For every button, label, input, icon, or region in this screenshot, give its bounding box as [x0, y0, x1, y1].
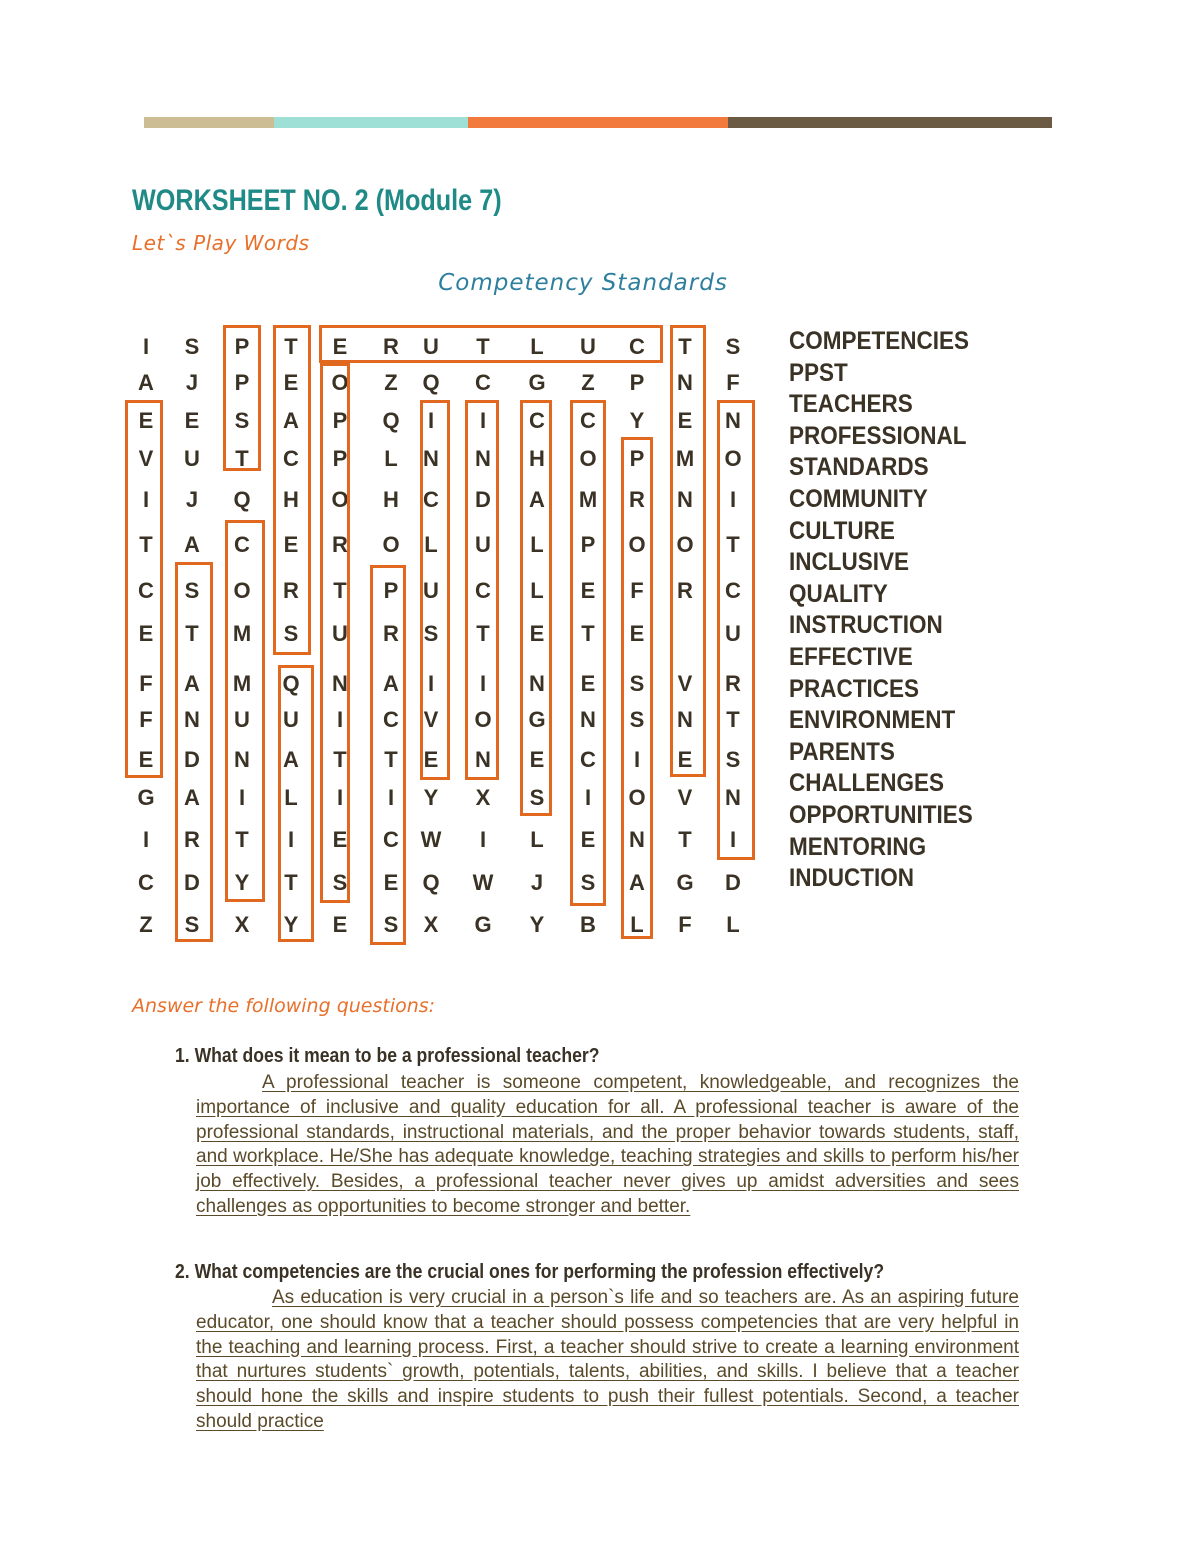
- grid-letter: E: [529, 747, 545, 772]
- found-word-highlight: [465, 400, 499, 780]
- grid-letter: A: [529, 487, 545, 512]
- grid-letter: V: [677, 785, 693, 810]
- grid-letter: S: [529, 785, 545, 810]
- grid-letter: L: [630, 912, 644, 937]
- grid-letter: Q: [422, 870, 440, 895]
- grid-letter: T: [333, 578, 347, 603]
- grid-letter: C: [725, 578, 741, 603]
- grid-letter: O: [233, 578, 251, 603]
- grid-letter: E: [580, 671, 596, 696]
- grid-letter: W: [472, 870, 494, 895]
- grid-letter: S: [423, 621, 439, 646]
- grid-letter: I: [336, 707, 344, 732]
- grid-letter: O: [382, 532, 400, 557]
- grid-letter: C: [580, 408, 596, 433]
- grid-letter: E: [332, 827, 348, 852]
- header-bar-segment-4: [728, 117, 1052, 128]
- grid-letter: C: [383, 707, 399, 732]
- grid-letter: H: [283, 487, 299, 512]
- grid-letter: S: [383, 912, 399, 937]
- grid-letter: P: [383, 578, 399, 603]
- grid-letter: S: [332, 870, 348, 895]
- grid-letter: R: [184, 827, 200, 852]
- grid-letter: A: [383, 671, 399, 696]
- grid-letter: A: [184, 532, 200, 557]
- grid-letter: P: [629, 446, 645, 471]
- grid-letter: Z: [139, 912, 153, 937]
- found-word-highlight: [175, 562, 213, 942]
- question-1: 1. What does it mean to be a professional teacher?: [175, 1045, 600, 1067]
- grid-letter: O: [331, 487, 349, 512]
- grid-letter: I: [336, 785, 344, 810]
- grid-letter: N: [725, 408, 741, 433]
- grid-letter: R: [725, 671, 741, 696]
- grid-letter: O: [628, 785, 646, 810]
- grid-letter: E: [283, 532, 299, 557]
- grid-letter: M: [578, 487, 598, 512]
- grid-letter: G: [676, 870, 694, 895]
- grid-letter: O: [724, 446, 742, 471]
- found-word-highlight: [319, 325, 663, 363]
- grid-letter: E: [332, 912, 348, 937]
- found-word-highlight: [278, 665, 314, 942]
- grid-letter: P: [332, 408, 348, 433]
- grid-letter: E: [383, 870, 399, 895]
- grid-letter: T: [726, 532, 740, 557]
- grid-letter: T: [333, 747, 347, 772]
- word-list-item: STANDARDS: [789, 453, 929, 482]
- grid-letter: T: [726, 707, 740, 732]
- grid-letter: C: [423, 487, 439, 512]
- grid-letter: L: [530, 827, 544, 852]
- grid-letter: I: [287, 827, 295, 852]
- grid-letter: I: [238, 785, 246, 810]
- grid-letter: X: [234, 912, 250, 937]
- grid-letter: S: [629, 671, 645, 696]
- grid-letter: V: [677, 671, 693, 696]
- grid-letter: I: [479, 408, 487, 433]
- grid-letter: L: [424, 532, 438, 557]
- grid-letter: N: [580, 707, 596, 732]
- grid-letter: N: [423, 446, 439, 471]
- word-list-item: QUALITY: [789, 579, 888, 608]
- grid-letter: I: [142, 334, 150, 359]
- grid-letter: I: [584, 785, 592, 810]
- grid-letter: Z: [384, 370, 398, 395]
- grid-letter: N: [475, 446, 491, 471]
- grid-letter: U: [423, 334, 439, 359]
- grid-letter: E: [332, 334, 348, 359]
- grid-letter: Q: [233, 487, 251, 512]
- grid-letter: S: [580, 870, 596, 895]
- word-list: [789, 326, 993, 895]
- grid-letter: C: [529, 408, 545, 433]
- grid-letter: N: [184, 707, 200, 732]
- found-word-highlight: [223, 325, 261, 471]
- grid-letter: X: [475, 785, 491, 810]
- grid-letter: R: [332, 532, 348, 557]
- found-word-highlight: [717, 400, 755, 860]
- grid-letter: D: [475, 487, 491, 512]
- grid-letter: E: [138, 408, 154, 433]
- grid-letter: C: [138, 870, 154, 895]
- word-list-item: CULTURE: [789, 516, 895, 545]
- grid-letter: P: [234, 370, 250, 395]
- grid-letter: C: [234, 532, 250, 557]
- grid-letter: O: [331, 370, 349, 395]
- grid-letter: C: [383, 827, 399, 852]
- found-word-highlight: [420, 400, 450, 780]
- found-word-highlight: [520, 400, 552, 816]
- grid-letter: U: [580, 334, 596, 359]
- grid-letter: N: [725, 785, 741, 810]
- grid-letter: C: [283, 446, 299, 471]
- grid-letter: E: [423, 747, 439, 772]
- grid-letter: I: [387, 785, 395, 810]
- word-list-item: ENVIRONMENT: [789, 706, 956, 735]
- grid-letter: L: [530, 578, 544, 603]
- grid-letter: T: [678, 334, 692, 359]
- grid-letter: S: [283, 621, 299, 646]
- answer-1: [196, 1071, 1019, 1220]
- header-bar-segment-1: [144, 117, 274, 128]
- grid-letter: T: [476, 621, 490, 646]
- header-bar-segment-3: [468, 117, 728, 128]
- grid-letter: F: [630, 578, 644, 603]
- grid-letter: F: [139, 671, 153, 696]
- grid-letter: P: [580, 532, 596, 557]
- worksheet-title: WORKSHEET NO. 2 (Module 7): [132, 184, 502, 217]
- grid-letter: U: [332, 621, 348, 646]
- grid-letter: R: [283, 578, 299, 603]
- grid-letter: A: [184, 671, 200, 696]
- grid-letter: T: [139, 532, 153, 557]
- grid-letter: U: [234, 707, 250, 732]
- grid-letter: L: [530, 532, 544, 557]
- grid-letter: O: [579, 446, 597, 471]
- grid-letter: E: [677, 408, 693, 433]
- grid-letter: T: [476, 334, 490, 359]
- grid-letter: E: [580, 827, 596, 852]
- grid-letter: C: [580, 747, 596, 772]
- grid-letter: A: [283, 408, 299, 433]
- grid-letter: F: [726, 370, 740, 395]
- grid-letter: C: [629, 334, 645, 359]
- grid-letter: A: [629, 870, 645, 895]
- grid-letter: L: [530, 334, 544, 359]
- answer-2: [196, 1286, 1019, 1435]
- grid-letter: S: [629, 707, 645, 732]
- grid-letter: O: [628, 532, 646, 557]
- grid-letter: R: [677, 578, 693, 603]
- grid-letter: D: [725, 870, 741, 895]
- word-list-item: PROFESSIONAL: [789, 421, 967, 450]
- word-list-item: INDUCTION: [789, 864, 915, 893]
- grid-letter: E: [529, 621, 545, 646]
- word-list-item: OPPORTUNITIES: [789, 800, 973, 829]
- grid-letter: M: [675, 446, 695, 471]
- grid-letter: N: [529, 671, 545, 696]
- grid-letter: O: [474, 707, 492, 732]
- grid-letter: E: [138, 621, 154, 646]
- grid-letter: T: [384, 747, 398, 772]
- word-list-item: INSTRUCTION: [789, 611, 943, 640]
- grid-letter: Y: [423, 785, 439, 810]
- grid-letter: C: [475, 370, 491, 395]
- answer-2-text: As education is very crucial in a person`s life and so teachers are. As an aspiring future educator, one should know that a teacher should possess competencies that are very helpful in the teaching and learning process. First, a teacher should strive to create a learning environment that nurtures students` growth, potentials, talents, abilities, and skills. I believe that a teacher should hone the skills and inspire students to push their fullest potentials. Second, a teacher should practice: [196, 1287, 1019, 1432]
- grid-letter: G: [528, 707, 546, 732]
- grid-letter: E: [184, 408, 200, 433]
- grid-letter: B: [580, 912, 596, 937]
- grid-letter: S: [725, 334, 741, 359]
- worksheet-subtitle: Let`s Play Words: [132, 231, 310, 255]
- word-list-item: COMPETENCIES: [789, 327, 970, 355]
- grid-letter: M: [232, 621, 252, 646]
- grid-letter: U: [184, 446, 200, 471]
- grid-letter: I: [427, 408, 435, 433]
- grid-letter: V: [423, 707, 439, 732]
- grid-letter: N: [677, 487, 693, 512]
- found-word-highlight: [320, 363, 350, 903]
- grid-letter: P: [629, 370, 645, 395]
- grid-letter: W: [420, 827, 442, 852]
- found-word-highlight: [570, 400, 606, 906]
- grid-letter: V: [138, 446, 154, 471]
- grid-letter: L: [384, 446, 398, 471]
- grid-letter: O: [676, 532, 694, 557]
- header-bar-segment-2: [274, 117, 468, 128]
- grid-letter: N: [332, 671, 348, 696]
- grid-letter: D: [184, 870, 200, 895]
- grid-letter: N: [677, 707, 693, 732]
- grid-letter: H: [383, 487, 399, 512]
- grid-letter: S: [184, 912, 200, 937]
- found-word-highlight: [370, 565, 406, 945]
- grid-letter: J: [185, 487, 199, 512]
- grid-letter: P: [234, 334, 250, 359]
- grid-letter: I: [427, 671, 435, 696]
- grid-letter: I: [142, 827, 150, 852]
- grid-letter: T: [581, 621, 595, 646]
- grid-letter: I: [729, 487, 737, 512]
- grid-letter: S: [184, 578, 200, 603]
- grid-letter: H: [529, 446, 545, 471]
- grid-letter: G: [528, 370, 546, 395]
- grid-letter: R: [383, 334, 399, 359]
- found-word-highlight: [621, 437, 653, 939]
- grid-letter: I: [729, 827, 737, 852]
- word-list-item: PPST: [789, 358, 848, 387]
- grid-letter: I: [142, 487, 150, 512]
- grid-letter: Y: [629, 408, 645, 433]
- grid-letter: U: [725, 621, 741, 646]
- grid-letter: T: [235, 827, 249, 852]
- grid-letter: Y: [234, 870, 250, 895]
- answer-1-text: A professional teacher is someone competent, knowledgeable, and recognizes the importance of inclusive and quality education for all. A professional teacher is aware of the professional standards, instructional materials, and the proper behavior towards students, staff, and workplace. He/She has adequate knowledge, teaching strategies and skills to perform his/her job effectively. Besides, a professional teacher never gives up amidst adversities and sees challenges as opportunities to become stronger and better.: [196, 1072, 1019, 1217]
- grid-letter: T: [678, 827, 692, 852]
- grid-letter: G: [137, 785, 155, 810]
- grid-letter: Y: [283, 912, 299, 937]
- grid-letter: X: [423, 912, 439, 937]
- word-list-item: EFFECTIVE: [789, 642, 913, 671]
- found-word-highlight: [225, 520, 265, 902]
- grid-letter: I: [633, 747, 641, 772]
- word-list-item: INCLUSIVE: [789, 548, 910, 577]
- header-color-bar: [144, 117, 1052, 128]
- grid-letter: A: [283, 747, 299, 772]
- grid-letter: T: [284, 870, 298, 895]
- grid-letter: N: [234, 747, 250, 772]
- grid-letter: A: [184, 785, 200, 810]
- grid-letter: E: [138, 747, 154, 772]
- grid-letter: C: [138, 578, 154, 603]
- grid-letter: C: [475, 578, 491, 603]
- grid-letter: E: [677, 747, 693, 772]
- grid-letter: E: [580, 578, 596, 603]
- grid-letter: J: [530, 870, 544, 895]
- grid-letter: F: [678, 912, 692, 937]
- grid-letter: R: [383, 621, 399, 646]
- grid-letter: I: [479, 671, 487, 696]
- grid-letter: E: [629, 621, 645, 646]
- grid-letter: U: [283, 707, 299, 732]
- grid-letter: G: [474, 912, 492, 937]
- grid-letter: N: [629, 827, 645, 852]
- grid-letter: U: [423, 578, 439, 603]
- found-word-highlight: [273, 325, 311, 655]
- word-list-item: MENTORING: [789, 832, 927, 861]
- grid-letter: M: [232, 671, 252, 696]
- grid-letter: Q: [282, 671, 300, 696]
- answer-heading: Answer the following questions:: [132, 995, 436, 1017]
- grid-letter: P: [332, 446, 348, 471]
- grid-letter: N: [677, 370, 693, 395]
- grid-letter: D: [184, 747, 200, 772]
- word-list-item: PARENTS: [789, 737, 895, 766]
- word-list-item: TEACHERS: [789, 390, 913, 419]
- grid-letter: A: [138, 370, 154, 395]
- grid-letter: J: [185, 370, 199, 395]
- grid-letter: Y: [529, 912, 545, 937]
- puzzle-title: Competency Standards: [438, 270, 728, 296]
- word-list-item: COMMUNITY: [789, 484, 928, 513]
- word-list-item: PRACTICES: [789, 674, 920, 703]
- grid-letter: R: [629, 487, 645, 512]
- grid-letter: N: [475, 747, 491, 772]
- found-word-highlight: [670, 325, 706, 777]
- question-2: 2. What competencies are the crucial ones for performing the profession effectively?: [175, 1261, 885, 1283]
- grid-letter: Q: [422, 370, 440, 395]
- found-word-highlight: [125, 400, 163, 778]
- word-list-item: CHALLENGES: [789, 769, 945, 798]
- grid-letter: S: [234, 408, 250, 433]
- grid-letter: T: [185, 621, 199, 646]
- grid-letter: L: [284, 785, 298, 810]
- grid-letter: L: [726, 912, 740, 937]
- grid-letter: T: [284, 334, 298, 359]
- grid-letter: U: [475, 532, 491, 557]
- grid-letter: T: [235, 446, 249, 471]
- grid-letter: Z: [581, 370, 595, 395]
- grid-letter: S: [725, 747, 741, 772]
- grid-letter: Q: [382, 408, 400, 433]
- grid-letter: E: [283, 370, 299, 395]
- grid-letter: I: [479, 827, 487, 852]
- grid-letter: F: [139, 707, 153, 732]
- grid-letter: S: [184, 334, 200, 359]
